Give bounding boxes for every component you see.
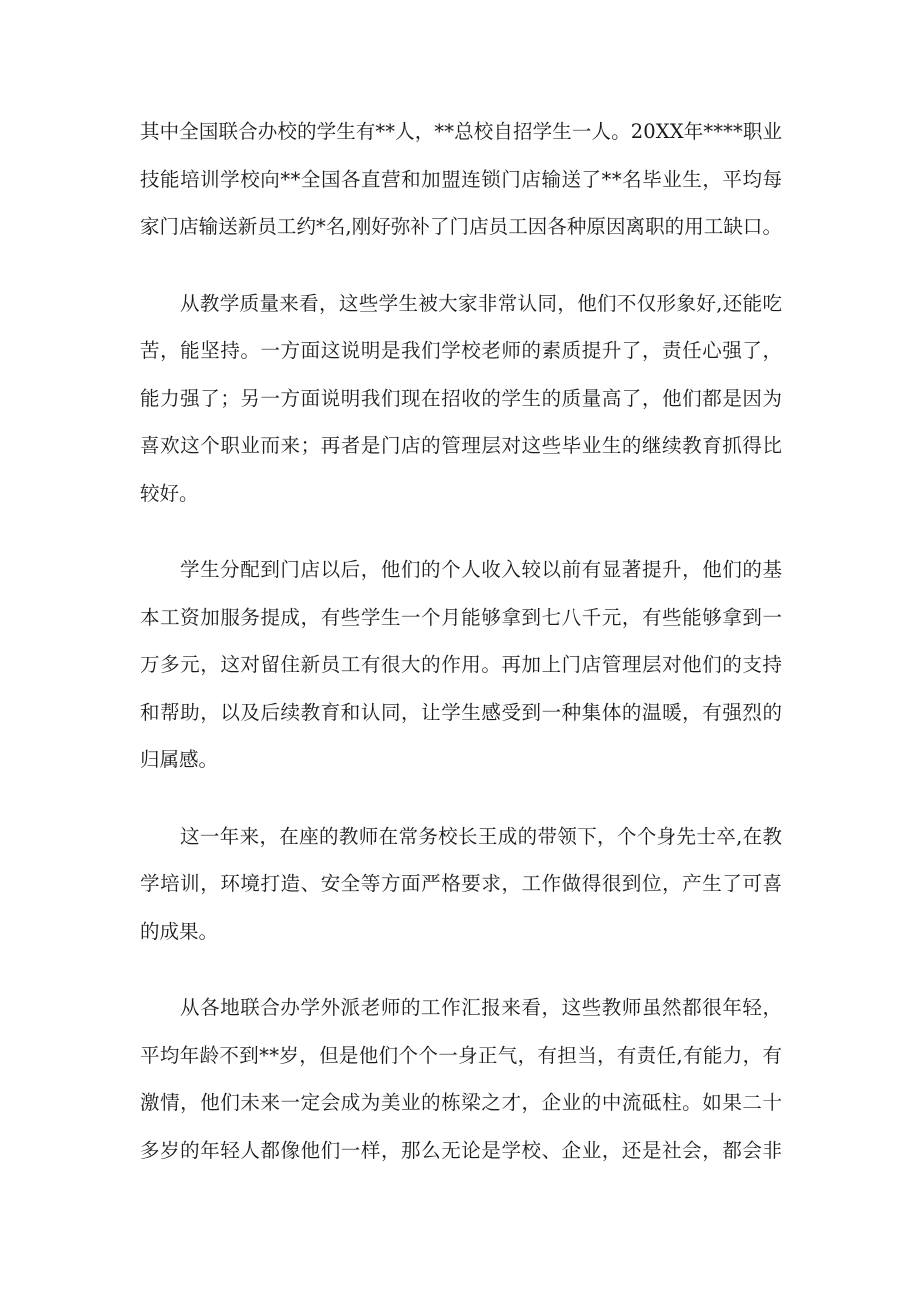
paragraph-4-line-3: 的成果。 [140,920,219,943]
paragraph-3-line-5: 归属感。 [140,748,219,771]
paragraph-1-line-1: 其中全国联合办校的学生有**人，**总校自招学生一人。20XX年****职业 [140,120,783,143]
paragraph-5-line-1: 从各地联合办学外派老师的工作汇报来看，这些教师虽然都很年轻， [180,996,783,1019]
paragraph-1-line-2: 技能培训学校向**全国各直营和加盟连锁门店输送了**名毕业生，平均每 [140,168,783,191]
paragraph-4-line-2: 学培训，环境打造、安全等方面严格要求，工作做得很到位，产生了可喜 [140,872,783,895]
paragraph-2-line-3: 能力强了；另一方面说明我们现在招收的学生的质量高了，他们都是因为 [140,387,783,410]
paragraph-2-line-1: 从教学质量来看，这些学生被大家非常认同，他们不仅形象好,还能吃 [180,292,783,315]
paragraph-5-line-3: 激情，他们未来一定会成为美业的栋梁之才，企业的中流砥柱。如果二十 [140,1091,783,1114]
paragraph-3-line-1: 学生分配到门店以后，他们的个人收入较以前有显著提升，他们的基 [180,558,783,581]
paragraph-2-line-2: 苦，能坚持。一方面这说明是我们学校老师的素质提升了，责任心强了， [140,339,783,362]
paragraph-2-line-4: 喜欢这个职业而来；再者是门店的管理层对这些毕业生的继续教育抓得比 [140,434,783,457]
paragraph-1-line-3: 家门店输送新员工约*名,刚好弥补了门店员工因各种原因离职的用工缺口。 [140,215,783,238]
paragraph-3-line-2: 本工资加服务提成，有些学生一个月能够拿到七八千元，有些能够拿到一 [140,606,783,629]
paragraph-3-line-4: 和帮助，以及后续教育和认同，让学生感受到一种集体的温暖，有强烈的 [140,701,783,724]
paragraph-2-line-5: 较好。 [140,482,199,505]
paragraph-3-line-3: 万多元，这对留住新员工有很大的作用。再加上门店管理层对他们的支持 [140,653,783,676]
paragraph-4-line-1: 这一年来，在座的教师在常务校长王成的带领下，个个身先士卒,在教 [180,825,783,848]
paragraph-5-line-2: 平均年龄不到**岁，但是他们个个一身正气，有担当，有责任,有能力，有 [140,1044,783,1067]
paragraph-5-line-4: 多岁的年轻人都像他们一样，那么无论是学校、企业，还是社会，都会非 [140,1139,783,1162]
